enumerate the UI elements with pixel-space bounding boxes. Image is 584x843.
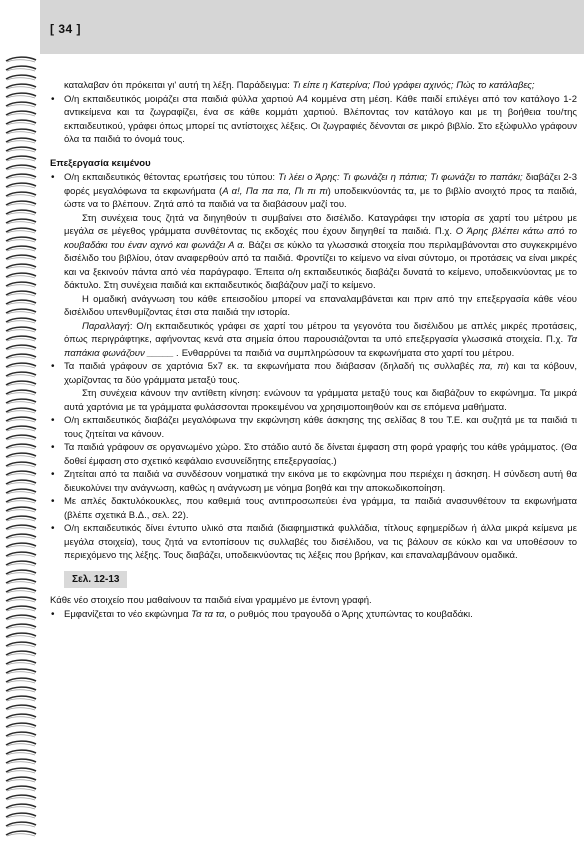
paragraph: καταλαβαν ότι πρόκειται γι' αυτή τη λέξη. Παράδειγμα: Τι είπε η Κατερίνα; Πού γράφει αχινός; Πώς το κατάλαβες;: [64, 80, 535, 91]
bullet-item: • Εμφανίζεται το νέο εκφώνημα Τα τα τα, ο ρυθμός που τραγουδά ο Άρης χτυπώντας το κουβαδάκι.: [50, 608, 577, 622]
bullet-item: • Ο/η εκπαιδευτικός διαβάζει μεγαλόφωνα την εκφώνηση κάθε άσκησης της σελίδας 8 του Τ.Ε. και συζητά με τα παιδιά τι τους ζητείται να κάνουν.: [50, 414, 577, 441]
spiral-binding: [4, 52, 38, 843]
bullet-item: • Τα παιδιά γράφουν σε χαρτόνια 5x7 εκ. τα εκφωνήματα που διάβασαν (δηλαδή τις συλλαβές πα, πι) και τα κόβουν, χωρίζοντας τα δύο γράμματα μεταξύ τους.: [50, 360, 577, 387]
page-body: [50, 79, 577, 621]
bullet-item: • Ο/η εκπαιδευτικός μοιράζει στα παιδιά φύλλα χαρτιού Α4 κομμένα στη μέση. Κάθε παιδί επιλέγει από τον κατάλογο 1-2 αντικείμενα και τα ζωγραφίζει, ένα σε κάθε κομμάτι χαρτιού. Βλέποντας τον κατάλογο και με τη βοήθεια του/της εκπαιδευτικού, γράφει όπως μπορεί τις αντίστοιχες λέξεις. Οι ζωγραφιές δένονται σε μικρό βιβλίο. Στο εξώφυλλο γράφουν όλα τα παιδιά το όνομά τους.: [50, 93, 577, 147]
paragraph: Παραλλαγή: Ο/η εκπαιδευτικός γράφει σε χαρτί του μέτρου τα γεγονότα του δισέλιδου με απλές μικρές προτάσεις, όπως περιγράφτηκε, αφήνοντας κενά στα σημεία όπου παρουσιάζονται τα υπό επεξεργασία γλωσσικά στοιχεία. Π.χ. Τα παπάκια φωνάζουν _____ . Ενθαρρύνει τα παιδιά να συμπληρώσουν τα εκφωνήματα στο χαρτί του μέτρου.: [64, 320, 577, 359]
bullet-item: • Τα παιδιά γράφουν σε οργανωμένο χώρο. Στο στάδιο αυτό δε δίνεται έμφαση στη φορά γραφής του κάθε γράμματος. (Θα δοθεί έμφαση στο σχετικό κεφάλαιο ενσυνείδητης επεξεργασίας.): [50, 441, 577, 468]
paragraph: Η ομαδική ανάγνωση του κάθε επεισοδίου μπορεί να επαναλαμβάνεται και πριν από την επεξεργασία κάθε νέου δισέλιδου υπενθυμίζοντας έτσι στα παιδιά την ιστορία.: [64, 293, 577, 318]
page-header-bar: [40, 0, 584, 54]
bullet-item: • Ο/η εκπαιδευτικός θέτοντας ερωτήσεις του τύπου: Τι λέει ο Άρης: Τι φωνάζει η πάπια; Τι φωνάζει το παπάκι; διαβάζει 2-3 φορές μεγαλόφωνα τα εκφωνήματα (Α α!, Πα πα πα, Πι πι πι) υποδεικνύοντάς τα, με το βιβλίο ανοιχτό προς τα παιδιά, ώστε να το βλέπουν. Ζητά από τα παιδιά να τα διαβάσουν μαζί του.: [50, 171, 577, 212]
paragraph: Κάθε νέο στοιχείο που μαθαίνουν τα παιδιά είναι γραμμένο με έντονη γραφή.: [50, 595, 372, 606]
bullet-item: • Ζητείται από τα παιδιά να συνδέσουν νοηματικά την εικόνα με το εκφώνημα που περιέχει η άσκηση. Η σύνδεση αυτή θα διευκολύνει την ανάγνωση, καθώς η ανάγνωση με νόημα βοηθά και την αποκωδικοποίηση.: [50, 468, 577, 495]
page-number: [ 34 ]: [50, 22, 82, 36]
section-label: Σελ. 12-13: [64, 571, 127, 589]
paragraph: Στη συνέχεια τους ζητά να διηγηθούν τι συμβαίνει στο δισέλιδο. Καταγράφει την ιστορία σε χαρτί του μέτρου με μεγάλα σε μέγεθος γράμματα συνθέτοντας τις εκδοχές που έχουν διηγηθεί τα παιδιά. Π.χ. Ο Άρης βλέπει κάτω από το κουβαδάκι του έναν αχινό και φωνάζει Α α. Βάζει σε κύκλο τα γλωσσικά στοιχεία που περιλαμβάνονται στο συγκεκριμένο δισέλιδο του βιβλίου, όταν αναφερθούν από τα παιδιά. Φροντίζει το κείμενο να είναι σύντομο, οι προτάσεις να είναι μικρές και να ξεκινούν πάντα από νέα παράγραφο. Έπειτα ο/η εκπαιδευτικός διαβάζει δυνατά το κείμενο, υποδεικνύοντας με το δάκτυλο. Στη συνέχεια παιδιά και εκπαιδευτικός διαβάζουν μαζί το κείμενο.: [64, 212, 577, 291]
bullet-item: • Με απλές δακτυλόκουκλες, που καθεμιά τους αντιπροσωπεύει ένα γράμμα, τα παιδιά ανασυνθέτουν τα εκφωνήματα (βλέπε σχετικά Β.Δ., σελ. 22).: [50, 495, 577, 522]
section-heading: Επεξεργασία κειμένου: [50, 157, 151, 169]
bullet-item: • Ο/η εκπαιδευτικός δίνει έντυπο υλικό στα παιδιά (διαφημιστικά φυλλάδια, τίτλους εφημερίδων ή άλλα μικρά κείμενα με μεγάλα στοιχεία), τους ζητά να εντοπίσουν τις συλλαβές του δισέλιδου, να τις βάλουν σε κύκλο και να υποθέσουν το περιεχόμενο της λέξης. Τους διαβάζει, υποδεικνύοντας τις λέξεις που βρήκαν, και επαναλαμβάνουν ομαδικά.: [50, 522, 577, 563]
paragraph: Στη συνέχεια κάνουν την αντίθετη κίνηση: ενώνουν τα γράμματα μεταξύ τους και διαβάζουν το εκφώνημα. Τα μικρά αυτά χαρτόνια με τα γράμματα φυλάσσονται προκειμένου να χρησιμοποιηθούν και σε επόμενα μαθήματα.: [64, 388, 577, 413]
